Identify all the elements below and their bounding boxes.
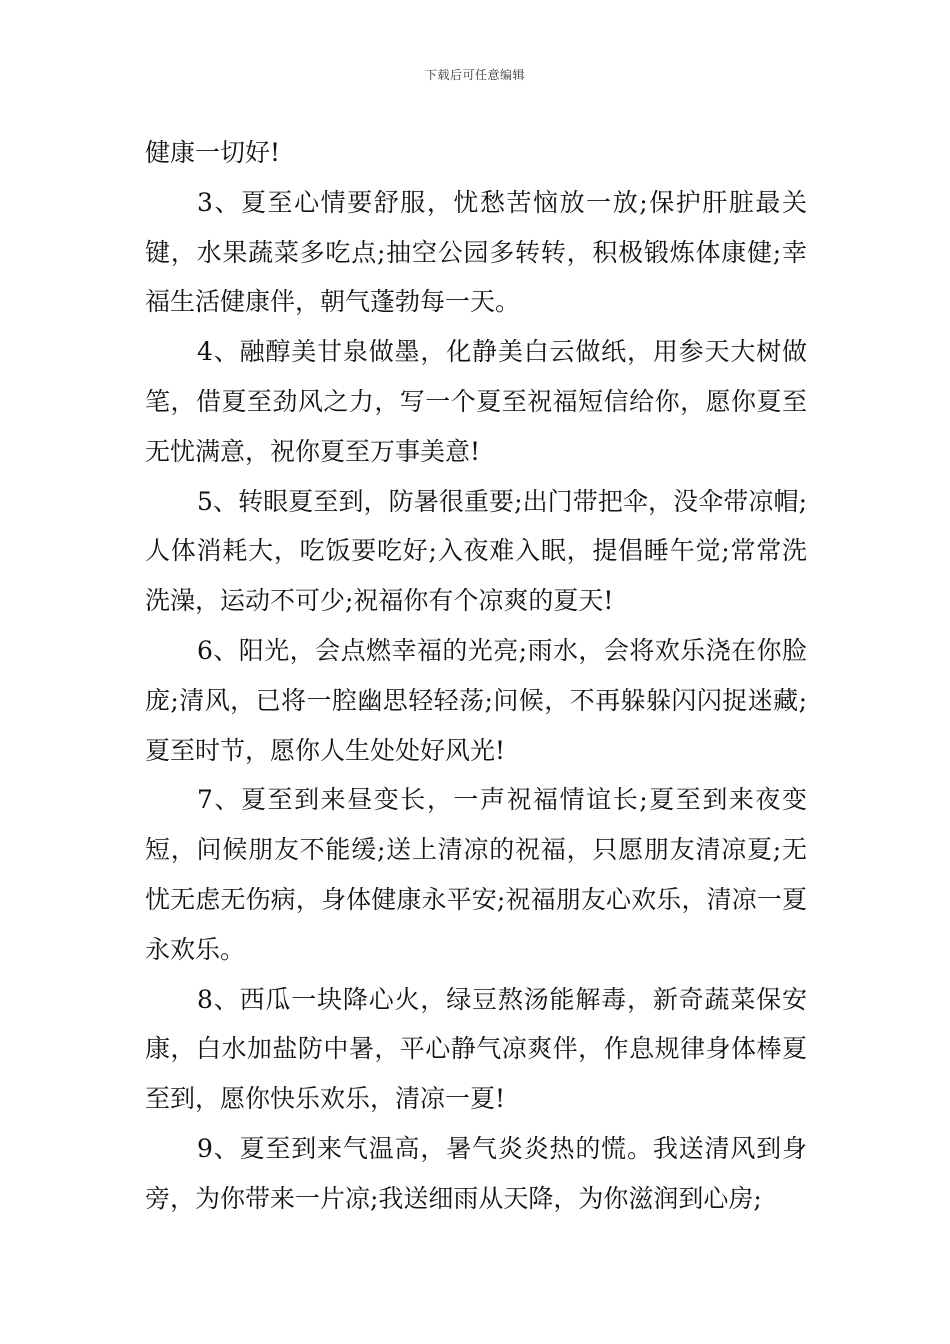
paragraph-item-5: 5、转眼夏至到，防暑很重要;出门带把伞，没伞带凉帽;人体消耗大，吃饭要吃好;入夜难入眠，提倡睡午觉;常常洗洗澡，运动不可少;祝福你有个凉爽的夏天!	[145, 486, 807, 616]
paragraph-item-3: 3、夏至心情要舒服，忧愁苦恼放一放;保护肝脏最关键，水果蔬菜多吃点;抽空公园多转转，积极锻炼体康健;幸福生活健康伴，朝气蓬勃每一天。	[145, 187, 807, 317]
paragraph-item-8: 8、西瓜一块降心火，绿豆熬汤能解毒，新奇蔬菜保安康，白水加盐防中暑，平心静气凉爽伴，作息规律身体棒夏至到，愿你快乐欢乐，清凉一夏!	[145, 984, 807, 1114]
paragraph-item-7: 7、夏至到来昼变长，一声祝福情谊长;夏至到来夜变短，问候朋友不能缓;送上清凉的祝福，只愿朋友清凉夏;无忧无虑无伤病，身体健康永平安;祝福朋友心欢乐，清凉一夏永欢乐。	[145, 785, 807, 964]
document-body	[145, 128, 807, 1224]
paragraph-item-4: 4、融醇美甘泉做墨，化静美白云做纸，用参天大树做笔，借夏至劲风之力，写一个夏至祝福短信给你，愿你夏至无忧满意，祝你夏至万事美意!	[145, 337, 807, 466]
paragraph-item-6: 6、阳光，会点燃幸福的光亮;雨水，会将欢乐浇在你脸庞;清风，已将一腔幽思轻轻荡;问候，不再躲躲闪闪捉迷藏;夏至时节，愿你人生处处好风光!	[145, 635, 807, 765]
paragraph-item-9: 9、夏至到来气温高，暑气炎炎热的慌。我送清风到身旁，为你带来一片凉;我送细雨从天降，为你滋润到心房;	[145, 1133, 807, 1213]
header-watermark: 下载后可任意编辑	[424, 68, 525, 82]
paragraph-continuation: 健康一切好!	[145, 138, 281, 167]
